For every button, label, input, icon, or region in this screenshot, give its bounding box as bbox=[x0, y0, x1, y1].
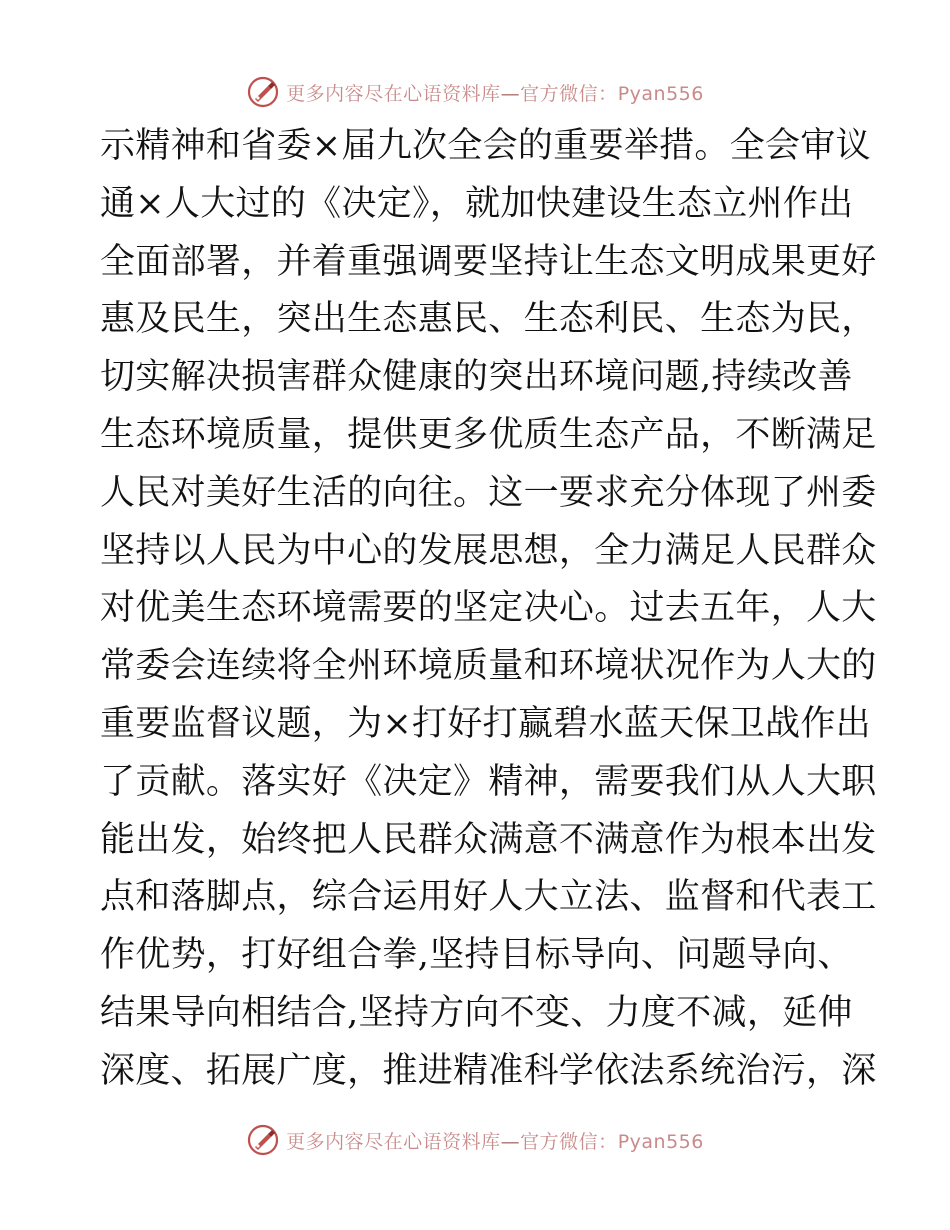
text-line: 人民对美好生活的向往。这一要求充分体现了州委 bbox=[100, 472, 877, 513]
watermark-text bbox=[286, 79, 704, 106]
body-paragraph bbox=[100, 118, 877, 1101]
text-line: 通×人大过的《决定》，就加快建设生态立州作出 bbox=[100, 183, 854, 224]
watermark-official: 官方微信： bbox=[520, 1130, 618, 1153]
text-line: 惠及民生，突出生态惠民、生态利民、生态为民， bbox=[100, 299, 877, 340]
text-line: 了贡献。落实好《决定》精神，需要我们从人大职 bbox=[100, 761, 877, 802]
watermark-handle: Pyan556 bbox=[617, 1130, 704, 1153]
text-line: 对优美生态环境需要的坚定决心。过去五年，人大 bbox=[100, 588, 877, 629]
text-line: 点和落脚点，综合运用好人大立法、监督和代表工 bbox=[100, 877, 877, 918]
header-watermark bbox=[0, 72, 950, 112]
footer-watermark bbox=[0, 1120, 950, 1160]
text-line: 常委会连续将全州环境质量和环境状况作为人大的 bbox=[100, 646, 877, 687]
watermark-main: 更多内容尽在心语资料库 bbox=[286, 82, 501, 105]
pen-nib-logo-icon bbox=[246, 75, 280, 109]
text-line: 切实解决损害群众健康的突出环境问题,持续改善 bbox=[100, 357, 853, 398]
watermark-separator: — bbox=[500, 82, 521, 105]
watermark-separator: — bbox=[500, 1130, 521, 1153]
text-line: 全面部署，并着重强调要坚持让生态文明成果更好 bbox=[100, 241, 877, 282]
text-line: 结果导向相结合,坚持方向不变、力度不减，延伸 bbox=[100, 992, 853, 1033]
watermark-main: 更多内容尽在心语资料库 bbox=[286, 1130, 501, 1153]
text-line: 示精神和省委×届九次全会的重要举措。全会审议 bbox=[100, 126, 871, 166]
watermark-handle: Pyan556 bbox=[617, 82, 704, 105]
text-line: 坚持以人民为中心的发展思想，全力满足人民群众 bbox=[100, 530, 877, 571]
text-line: 生态环境质量，提供更多优质生态产品，不断满足 bbox=[100, 414, 877, 455]
text-line: 能出发，始终把人民群众满意不满意作为根本出发 bbox=[100, 819, 877, 860]
pen-nib-logo-icon bbox=[246, 1123, 280, 1157]
text-line: 重要监督议题，为×打好打赢碧水蓝天保卫战作出 bbox=[100, 703, 871, 744]
watermark-official: 官方微信： bbox=[520, 82, 618, 105]
text-line: 作优势，打好组合拳,坚持目标导向、问题导向、 bbox=[100, 935, 853, 976]
text-line: 深度、拓展广度，推进精准科学依法系统治污，深 bbox=[100, 1050, 877, 1091]
watermark-text bbox=[286, 1127, 704, 1154]
